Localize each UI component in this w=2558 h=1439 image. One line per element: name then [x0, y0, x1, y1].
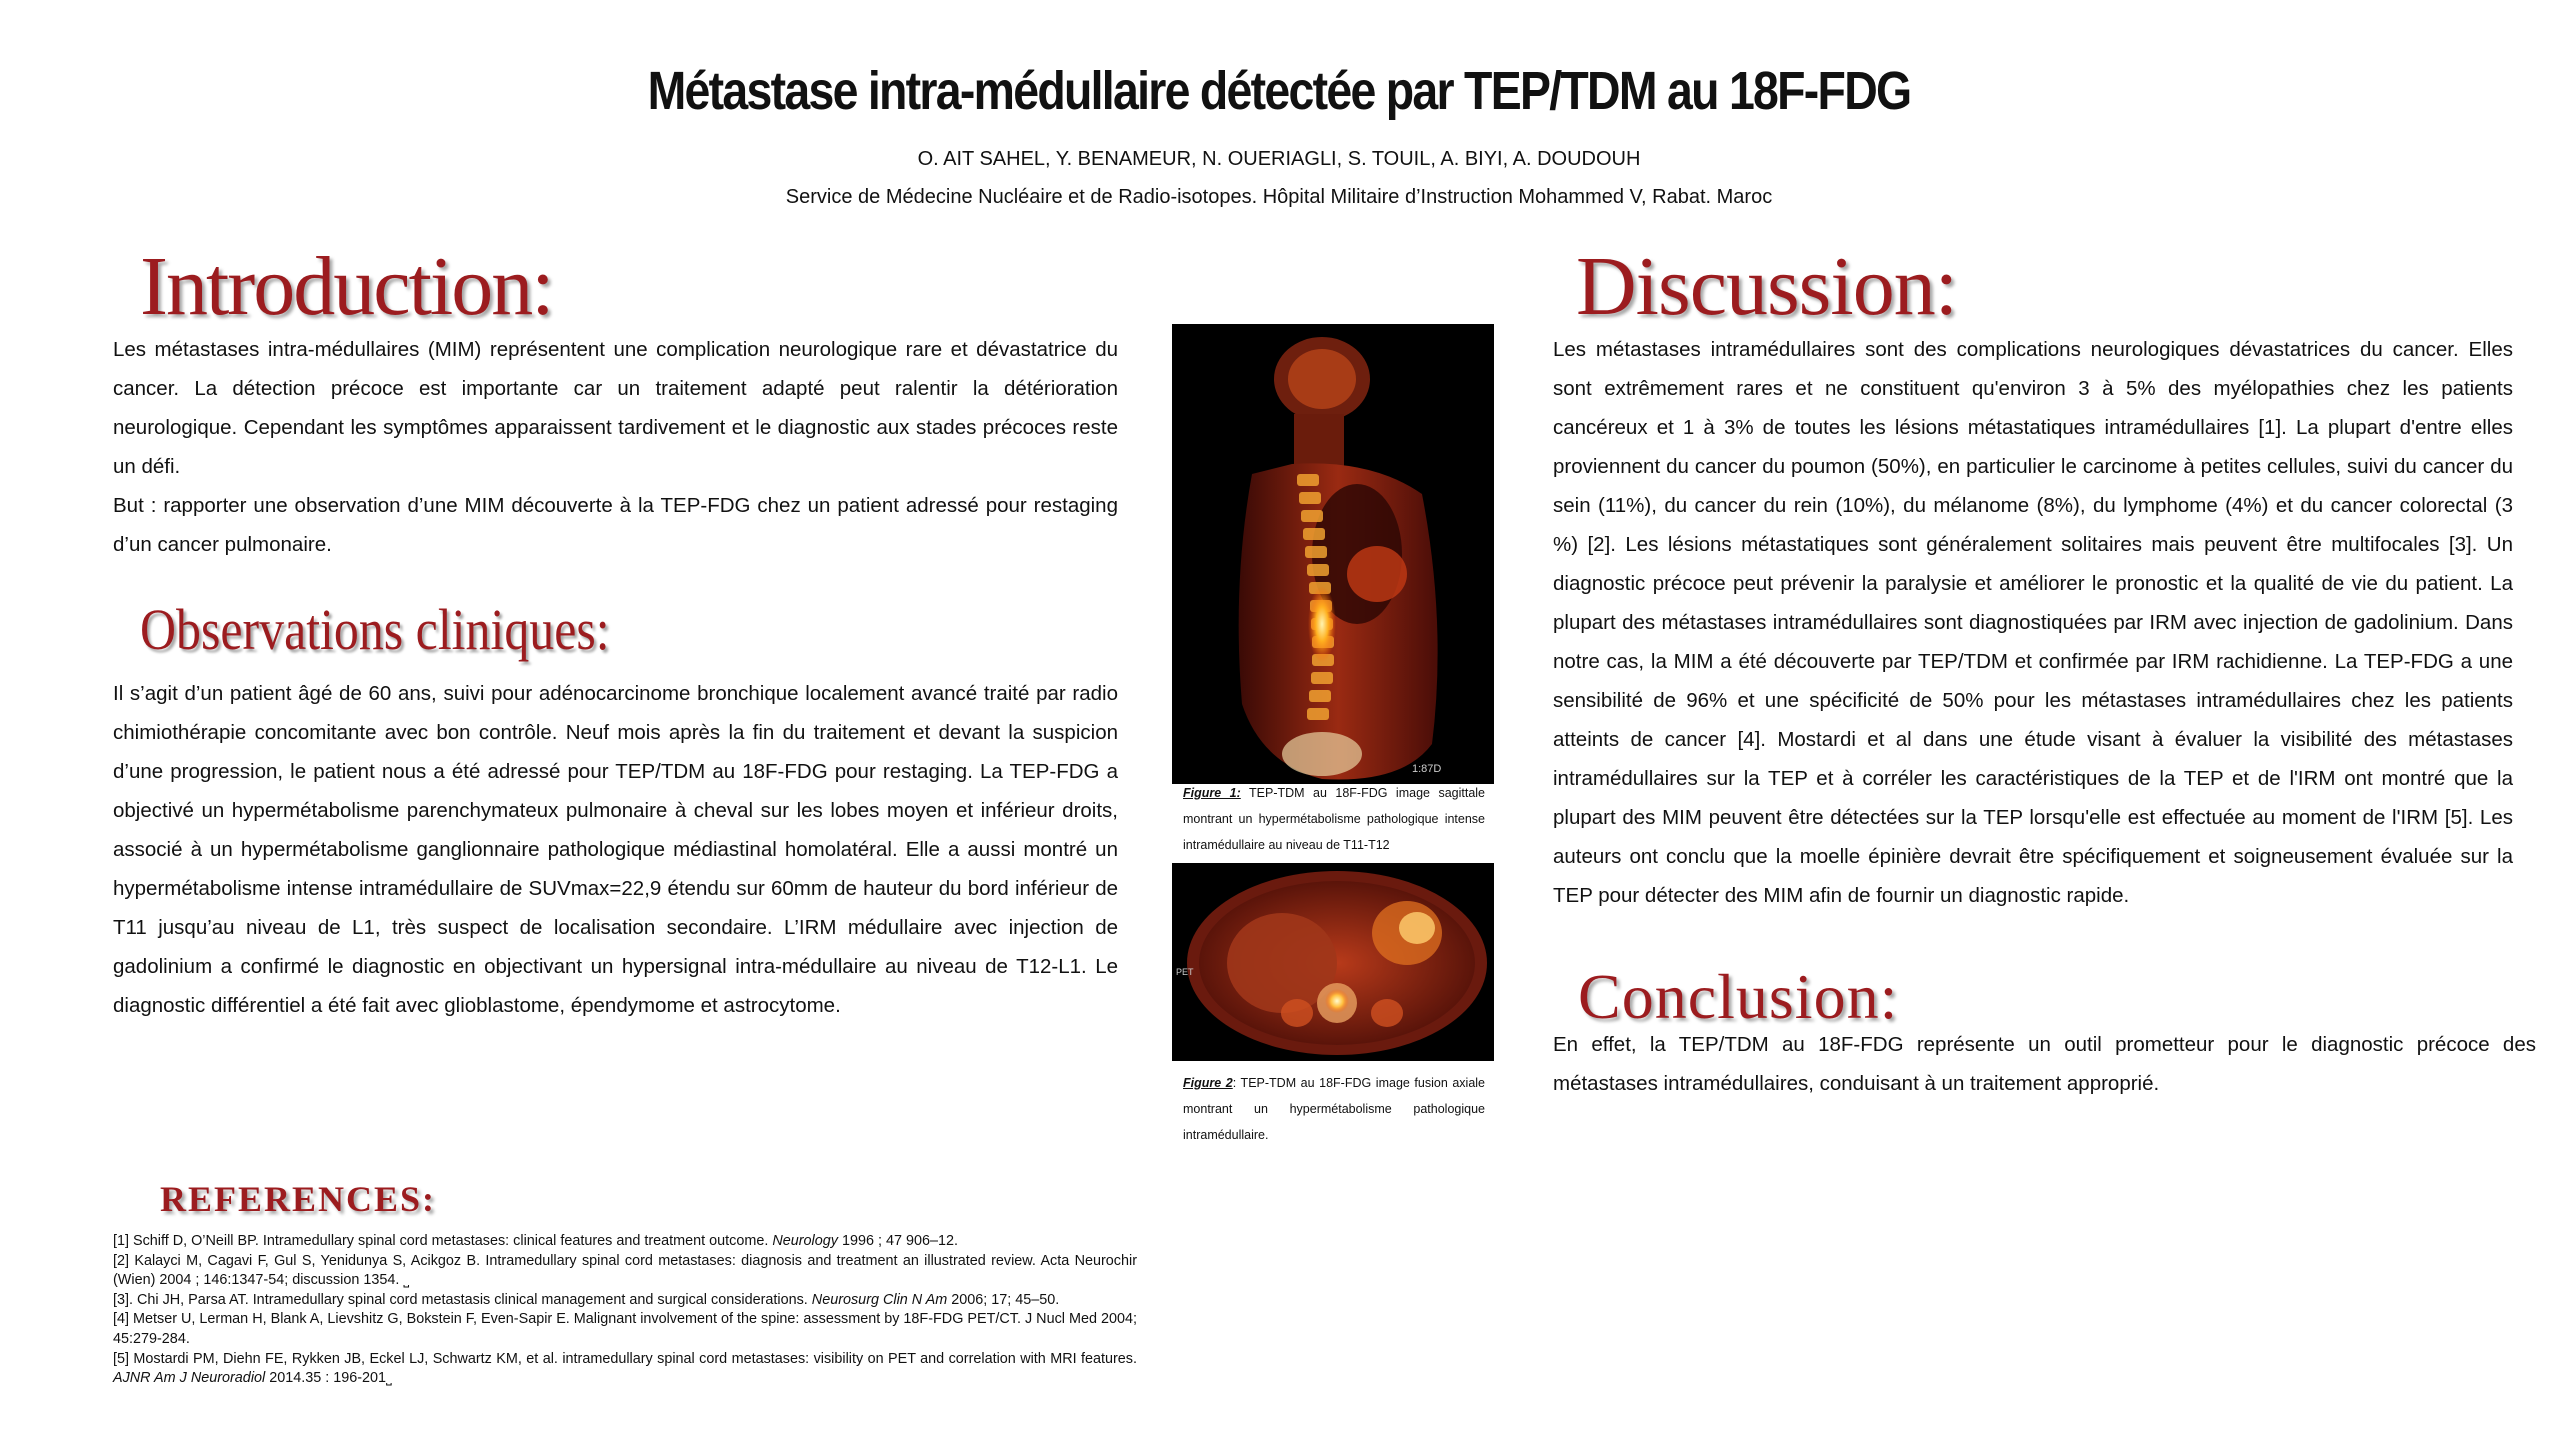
discussion-paragraph: Les métastases intramédullaires sont des complications neurologiques dévastatrices du cancer. Elles sont extrêmement rares et ne constituent qu'environ 3 à 5% des myélopathies chez les patients cancéreux et 1 à 3% de toutes les lésions métastatiques intramédullaires [1]. La plupart d'entre elles proviennent du cancer du poumon (50%), en particulier le carcinome à petites cellules, suivi du cancer du sein (11%), du cancer du rein (10%), du mélanome (8%), du lymphome (4%) et du cancer colorectal (3 %) [2]. Les lésions métastatiques sont généralement solitaires mais peuvent être multifocales [3]. Un diagnostic précoce peut prévenir la paralysie et améliorer le pronostic et la qualité de vie du patient. La plupart des métastases intramédullaires sont diagnostiquées par IRM avec injection de gadolinium. Dans notre cas, la MIM a été découverte par TEP/TDM et confirmée par IRM rachidienne. La TEP-FDG a une sensibilité de 96% et une spécificité de 50% pour les métastases intramédullaires chez les patients atteints de cancer [4]. Mostardi et al dans une étude visant à évaluer la visibilité des métastases intramédullaires sur la TEP et à corréler les caractéristiques de la TEP et de l'IRM ont montré que la plupart des MIM peuvent être détectées sur la TEP lorsqu'elle est effectuée au moment de l'IRM [5]. Les auteurs ont conclu que la moelle épinière devrait être spécifiquement et soigneusement évaluée sur la TEP pour détecter des MIM afin de fournir un diagnostic rapide.	[1553, 338, 2513, 907]
discussion-heading: Discussion:	[1576, 240, 1958, 333]
sagittal-pet-ct-image	[1172, 324, 1494, 784]
introduction-heading: Introduction:	[140, 240, 553, 333]
sagittal-scan-illustration	[1172, 324, 1494, 784]
references-heading: REFERENCES:	[160, 1179, 437, 1219]
reference-item: [1] Schiff D, O’Neill BP. Intramedullary spinal cord metastases: clinical features and treatment outcome. Neurology 1996 ; 47 906–12.	[113, 1233, 958, 1249]
observations-body	[113, 674, 1118, 1025]
observations-paragraph: Il s’agit d’un patient âgé de 60 ans, suivi pour adénocarcinome bronchique localement avancé traité par radio chimiothérapie concomitante avec bon contrôle. Neuf mois après la fin du traitement et devant la suspicion d’une progression, le patient nous a été adressé pour TEP/TDM au 18F-FDG pour restaging. La TEP-FDG a objectivé un hypermétabolisme parenchymateux pulmonaire à cheval sur les lobes moyen et inférieur droits, associé à un hypermétabolisme ganglionnaire pathologique médiastinal homolatéral. Elle a aussi montré un hypermétabolisme intense intramédullaire de SUVmax=22,9 étendu sur 60mm de hauteur du bord inférieur de T11 jusqu’au niveau de L1, très suspect de localisation secondaire. L’IRM médullaire avec injection de gadolinium a confirmé le diagnostic en objectivant un hypersignal intra-médullaire au niveau de T12-L1. Le diagnostic différentiel a été fait avec glioblastome, épendymome et astrocytome.	[113, 682, 1118, 1017]
figure-2-label: Figure 2	[1183, 1076, 1233, 1090]
reference-item: [4] Metser U, Lerman H, Blank A, Lievshitz G, Bokstein F, Even-Sapir E. Malignant involvement of the spine: assessment by 18F-FDG PET/CT. J Nucl Med 2004; 45:279-284.	[113, 1311, 1137, 1347]
figure-1-caption-text: TEP-TDM au 18F-FDG image sagittale montrant un hypermétabolisme pathologique intense intramédullaire au niveau de T11-T12	[1183, 786, 1485, 852]
axial-scan-illustration	[1172, 863, 1494, 1061]
figure-2-caption-text: : TEP-TDM au 18F-FDG image fusion axiale montrant un hypermétabolisme pathologique intramédullaire.	[1183, 1076, 1486, 1142]
figure-2-caption	[1183, 1070, 1485, 1148]
scan-overlay-label: 1:87D	[1412, 763, 1442, 775]
references-list	[113, 1232, 1137, 1389]
discussion-body	[1553, 330, 2513, 915]
conclusion-paragraph: En effet, la TEP/TDM au 18F-FDG représente un outil prometteur pour le diagnostic précoce des métastases intramédullaires, conduisant à un traitement approprié.	[1553, 1033, 2536, 1095]
figure-1-label: Figure 1:	[1183, 786, 1241, 800]
figure-1-caption	[1183, 780, 1485, 858]
poster-title: Métastase intra-médullaire détectée par TEP/TDM au 18F-FDG	[647, 61, 1911, 121]
conclusion-heading: Conclusion:	[1578, 961, 1899, 1032]
reference-item: [5] Mostardi PM, Diehn FE, Rykken JB, Eckel LJ, Schwartz KM, et al. intramedullary spinal cord metastases: visibility on PET and correlation with MRI features. AJNR Am J Neuroradiol 2014.35 : 196-201⎵	[113, 1350, 1137, 1387]
scan-overlay-label: PET	[1176, 967, 1194, 977]
authors: O. AIT SAHEL, Y. BENAMEUR, N. OUERIAGLI, S. TOUIL, A. BIYI, A. DOUDOUH	[917, 148, 1641, 170]
introduction-paragraph: Les métastases intra-médullaires (MIM) représentent une complication neurologique rare et dévastatrice du cancer. La détection précoce est importante car un traitement adapté peut ralentir la détérioration neurologique. Cependant les symptômes apparaissent tardivement et le diagnostic aux stades précoces reste un défi.	[113, 338, 1118, 478]
aim-paragraph: But : rapporter une observation d’une MIM découverte à la TEP-FDG chez un patient adressé pour restaging d’un cancer pulmonaire.	[113, 494, 1118, 556]
introduction-body	[113, 330, 1118, 564]
reference-item: [3]. Chi JH, Parsa AT. Intramedullary spinal cord metastasis clinical management and surgical considerations. Neurosurg Clin N Am 2006; 17; 45–50.	[113, 1291, 1060, 1308]
conclusion-body	[1553, 1025, 2536, 1103]
axial-pet-ct-image	[1172, 863, 1494, 1061]
affiliation: Service de Médecine Nucléaire et de Radio-isotopes. Hôpital Militaire d’Instruction Mohammed V, Rabat. Maroc	[785, 186, 1773, 208]
reference-item: [2] Kalayci M, Cagavi F, Gul S, Yenidunya S, Acikgoz B. Intramedullary spinal cord metastases: diagnosis and treatment an illustrated review. Acta Neurochir (Wien) 2004 ; 146:1347-54; discussion 1354. ⎵	[113, 1252, 1137, 1289]
observations-heading: Observations cliniques:	[140, 597, 610, 662]
